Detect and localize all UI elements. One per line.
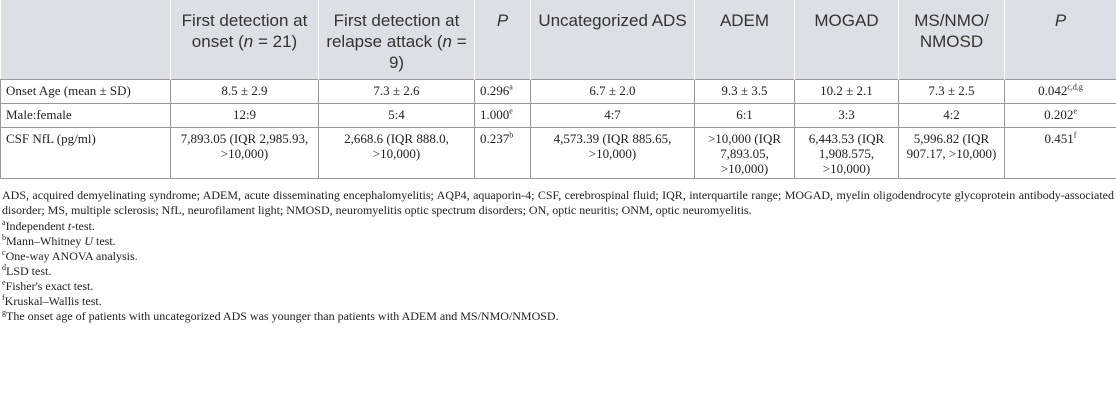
- table-row: [1, 104, 1116, 128]
- header-first-detection-onset: First detection at onset (n = 21): [171, 0, 319, 80]
- p-cell: 0.296$^a$: [475, 80, 531, 104]
- footnote-e: $^e$Fisher's exact test.: [2, 278, 94, 293]
- header-adem: ADEM: [695, 0, 795, 80]
- header-p-value-1: P: [475, 0, 531, 80]
- row-label: Onset Age (mean ± SD): [1, 80, 171, 104]
- footnote-c: $^c$One-way ANOVA analysis.: [2, 248, 138, 263]
- cell: 3:3: [795, 104, 899, 128]
- p-cell: 0.042$^{c,d,g}$: [1005, 80, 1116, 104]
- p-cell: 1.000e: [475, 104, 531, 128]
- cell: 6:1: [695, 104, 795, 128]
- p-cell: 0.451$^f$: [1005, 128, 1116, 179]
- cell: 10.2 ± 2.1: [795, 80, 899, 104]
- cell: 4,573.39 (IQR 885.65, >10,000): [531, 128, 695, 179]
- cell: 5:4: [319, 104, 475, 128]
- p-cell: 0.237$^b$: [475, 128, 531, 179]
- cell: 2,668.6 (IQR 888.0, >10,000): [319, 128, 475, 179]
- results-table: [0, 0, 1116, 179]
- cell: 7.3 ± 2.5: [899, 80, 1005, 104]
- footnote-b: $^b$Mann–Whitney U test.: [2, 233, 116, 248]
- cell: 4:2: [899, 104, 1005, 128]
- cell: 7,893.05 (IQR 2,985.93, >10,000): [171, 128, 319, 179]
- cell: 6.7 ± 2.0: [531, 80, 695, 104]
- cell: 12:9: [171, 104, 319, 128]
- header-p-value-2: P: [1005, 0, 1116, 80]
- cell: 5,996.82 (IQR 907.17, >10,000): [899, 128, 1005, 179]
- table-row: [1, 80, 1116, 104]
- header-uncategorized-ads: Uncategorized ADS: [531, 0, 695, 80]
- footnote-a: $^a$Independent t-test.: [2, 218, 95, 233]
- footnote-d: $^d$LSD test.: [2, 263, 52, 278]
- header-first-detection-relapse: First detection at relapse attack (n = 9): [319, 0, 475, 80]
- row-label: CSF NfL (pg/ml): [1, 128, 171, 179]
- header-row: [1, 0, 1116, 80]
- table-footnotes: [0, 179, 1116, 324]
- cell: >10,000 (IQR 7,893.05, >10,000): [695, 128, 795, 179]
- cell: 9.3 ± 3.5: [695, 80, 795, 104]
- cell: 7.3 ± 2.6: [319, 80, 475, 104]
- cell: 8.5 ± 2.9: [171, 80, 319, 104]
- cell: 4:7: [531, 104, 695, 128]
- p-cell: 0.202e: [1005, 104, 1116, 128]
- footnote-f: $^f$Kruskal–Wallis test.: [2, 293, 102, 308]
- header-mogad: MOGAD: [795, 0, 899, 80]
- abbreviations-note: ADS, acquired demyelinating syndrome; ADEM, acute disseminating encephalomyelitis; AQP4, aquaporin-4; CSF, cerebrospinal fluid; IQR, interquartile range; MOGAD, myelin oligodendrocyte glycoprotein antibody-associated disorder; MS, multiple sclerosis; NfL, neurofilament light; NMOSD, neuromyelitis optic spectrum disorders; ON, optic neuritis; ONM, optic neuromyelitis.: [2, 188, 1114, 217]
- header-ms-nmo-nmosd: MS/NMO/ NMOSD: [899, 0, 1005, 80]
- header-empty: [1, 0, 171, 80]
- cell: 6,443.53 (IQR 1,908.575, >10,000): [795, 128, 899, 179]
- footnote-g: $^g$The onset age of patients with uncategorized ADS was younger than patients with ADEM and MS/NMO/NMOSD.: [2, 308, 559, 323]
- table-row: [1, 128, 1116, 179]
- row-label: Male:female: [1, 104, 171, 128]
